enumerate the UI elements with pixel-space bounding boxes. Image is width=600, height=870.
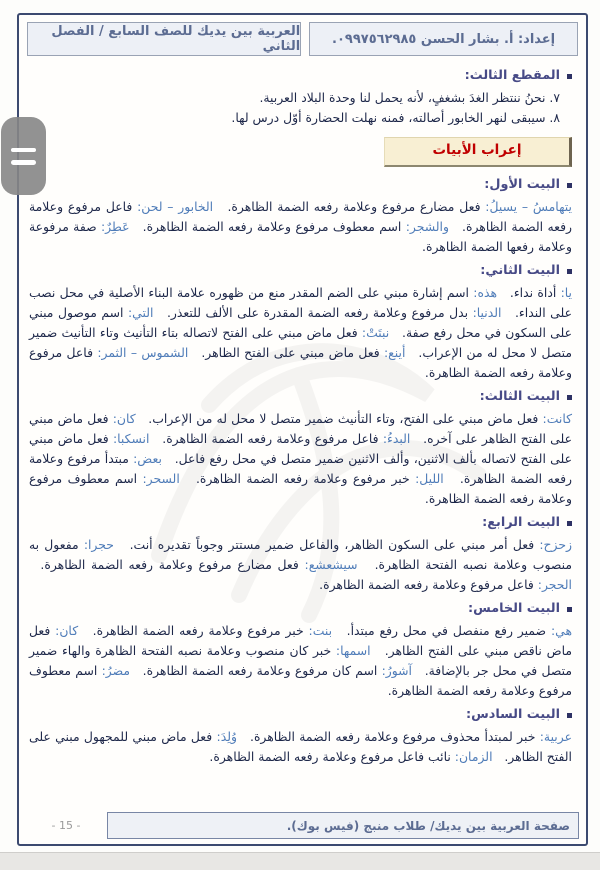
verse-lines [29,88,574,128]
viewer-background-strip [0,852,600,870]
grammar-explanation: فعل ماض مبني على الفتح، وتاء التأنيث ضمير متصل لا محل له من الإعراب. [148,410,543,426]
bayt-sections [29,175,574,767]
footer-credit: صفحة العربية بين يديك/ طلاب منبج (فيس بوك). [107,812,579,839]
bayt-title [29,261,572,282]
grammar-explanation: خبر لمبتدأ محذوف مرفوع وعلامة رفعه الضمة الظاهرة. [250,729,540,745]
grammar-explanation: مبتدأ مرفوع وعلامة رفعه الضمة الظاهرة. [29,451,572,487]
grammar-term: حجرا: [83,537,114,552]
grammar-term: الحجر: [537,577,572,593]
grammar-term: البدءُ: [382,430,411,446]
grammar-term: هي: [550,623,572,638]
bayt-title-text: البيت الخامس: [468,601,560,617]
section-label-text: المقطع الثالث: [464,68,560,83]
menu-handle[interactable] [1,117,46,195]
grammar-term: وُلِدَ: [216,729,237,745]
grammar-term: زحزح: [539,537,572,552]
bayt-analysis [29,621,572,701]
grammar-term: كانت: [542,410,572,426]
section-label [29,66,572,87]
bullet-square-icon [567,713,572,718]
bayt-title [29,599,572,620]
grammar-term: انسكبا: [112,430,150,446]
grammar-term: آشورُ: [381,663,412,679]
grammar-explanation: ضمير رفع منفصل في محل رفع مبتدأ. [346,623,551,638]
grammar-explanation: فعل ماض مبني على الفتح الظاهر على آخره. [29,410,573,446]
grammar-explanation: فاعل مرفوع وعلامة رفعه الضمة الظاهرة. [29,198,572,234]
grammar-explanation: فعل مضارع مرفوع وعلامة رفعه الضمة الظاهرة. [40,557,305,573]
document-page [17,13,588,846]
grammar-explanation: بدل مرفوع وعلامة رفعه الضمة المقدرة على الألف للتعذر. [166,304,473,320]
grammar-explanation: فعل مضارع مرفوع وعلامة رفعه الضمة الظاهرة. [227,198,486,214]
bayt-section [29,261,574,383]
grammar-term: عربية: [539,729,572,745]
bayt-title-text: البيت السادس: [465,707,560,723]
grammar-explanation: فاعل مرفوع وعلامة رفعه الضمة الظاهرة. [319,577,538,593]
bayt-analysis [29,727,572,767]
bullet-square-icon [567,269,572,274]
bayt-section [29,513,574,595]
hamburger-icon [11,148,36,153]
grammar-explanation: فعل ماض مبني للمجهول مبني على الفتح الظاهر. [29,729,572,765]
analysis-segment [143,663,412,678]
bullet-square-icon [567,521,572,526]
grammar-term: الخابور – لحن: [137,198,214,214]
bayt-analysis [29,283,572,383]
bayt-analysis [29,535,572,595]
bayt-title [29,175,572,196]
grammar-term: السحر: [142,471,180,487]
analysis-segment [510,285,572,300]
analysis-segment [347,623,572,638]
grammar-term: مضرُ: [101,663,130,679]
grammar-explanation: اسم كان مرفوع وعلامة رفعه الضمة الظاهرة. [142,663,382,679]
grammar-term: يتهامسُ – يسيلُ: [485,198,572,214]
grammar-term: التي: [128,304,154,320]
analysis-segment [196,471,444,486]
grammar-term: الزمان: [454,749,493,765]
grammar-explanation: صفة مرفوعة وعلامة رفعها الضمة الظاهرة. [29,218,572,254]
analysis-segment [148,411,572,426]
grammar-term: كان: [55,623,79,638]
irab-heading-text: إعراب الأبيات [432,142,522,159]
page-content [29,66,574,767]
bayt-title [29,387,572,408]
grammar-term: بنت: [308,623,333,638]
analysis-segment [319,577,572,592]
grammar-explanation: خبر مرفوع وعلامة رفعه الضمة الظاهرة. [92,623,309,638]
bayt-title [29,513,572,534]
course-title: العربية بين يديك للصف السابع / الفصل الثاني [27,22,301,56]
grammar-term: نبتَتْ: [361,324,390,340]
verse-line: ٨. سيبقى لنهر الخابور أصالته، فمنه نهلت الحضارة أوّل درس لها. [231,109,560,125]
grammar-term: كان: [112,410,136,426]
grammar-term: بعض: [133,451,162,466]
bayt-section [29,599,574,701]
bayt-title [29,705,572,726]
bullet-square-icon [567,183,572,188]
bullet-square-icon [567,74,572,79]
grammar-explanation: اسم معطوف مرفوع وعلامة رفعه الضمة الظاهرة. [29,471,572,507]
page-header [27,22,578,56]
bayt-title-text: البيت الثالث: [479,389,560,405]
bayt-title-text: البيت الرابع: [482,515,560,531]
grammar-term: أينع: [384,344,406,360]
bayt-section [29,705,574,767]
grammar-explanation: أداة نداء. [509,284,561,300]
grammar-explanation: مفعول به منصوب وعلامة نصبه الفتحة الظاهرة. [29,537,572,573]
grammar-term: والشجر: [405,218,449,234]
page-number: - 15 - [51,819,81,832]
grammar-explanation: اسم إشارة مبني على الضم المقدر منع من ظهوره علامة البناء الأصلية في محل نصب على النداء. [29,284,572,320]
hamburger-icon [11,160,36,165]
grammar-term: الليل: [415,471,444,487]
grammar-explanation: فعل ماض ناقص مبني على الفتح الظاهر. [29,623,572,659]
bayt-section [29,387,574,509]
grammar-explanation: نائب فاعل مرفوع وعلامة رفعه الضمة الظاهرة. [209,749,455,765]
grammar-explanation: خبر مرفوع وعلامة رفعه الضمة الظاهرة. [195,471,416,487]
analysis-segment [250,729,572,744]
bullet-square-icon [567,395,572,400]
grammar-term: اسمها: [335,643,371,659]
prepared-by: إعداد: أ. بشار الحسن ٠٩٩٧٥٦٢٩٨٥. [309,22,578,56]
grammar-explanation: فعل ماض مبني على الفتح الظاهر. [201,344,384,360]
bayt-title-text: البيت الثاني: [480,262,560,278]
bullet-square-icon [567,607,572,612]
analysis-segment [227,199,572,214]
analysis-segment [209,749,492,764]
grammar-explanation: فعل ماض مبني على الفتح لاتصاله بألف الاثنين، وألف الاثنين ضمير متصل في محل رفع فاعل. [29,430,572,466]
grammar-term: سيشعشع: [304,557,358,573]
grammar-term: يا: [560,284,572,300]
grammar-term: الشموس – الثمر: [97,344,189,360]
grammar-explanation: اسم موصول مبني على السكون في محل رفع صفة. [29,304,572,340]
grammar-explanation: اسم معطوف مرفوع وعلامة رفعه الضمة الظاهرة. [142,218,406,234]
grammar-term: عَطِرٌ: [100,218,130,234]
analysis-segment [162,431,410,446]
grammar-explanation: اسم معطوف مرفوع وعلامة رفعه الضمة الظاهرة. [29,663,572,699]
grammar-explanation: فعل ماض مبني على الفتح لاتصاله بتاء التأنيث وتاء التأنيث ضمير متصل لا محل له من الإعراب. [29,324,572,360]
bayt-section [29,175,574,257]
grammar-explanation: خبر كان منصوب وعلامة نصبه الفتحة الظاهرة والهاء ضمير متصل في محل جر بالإضافة. [29,643,572,679]
bayt-analysis [29,197,572,257]
page-footer [25,812,579,839]
verse-line: ٧. نحنُ ننتظر الغدَ بشغفٍ، لأنه يحمل لنا وحدة البلاد العربية. [259,89,560,105]
grammar-explanation: فاعل مرفوع وعلامة رفعه الضمة الظاهرة. [162,430,383,446]
bayt-analysis [29,409,572,509]
analysis-segment [201,345,405,360]
grammar-term: هذه: [473,284,498,300]
analysis-segment [130,537,572,552]
analysis-segment [167,305,501,320]
irab-heading [384,137,572,167]
grammar-term: الدنيا: [472,304,502,320]
grammar-explanation: فاعل مرفوع وعلامة رفعه الضمة الظاهرة. [29,344,572,380]
grammar-explanation: فعل أمر مبني على السكون الظاهر، والفاعل ضمير مستتر وجوباً تقديره أنت. [129,537,540,552]
bayt-title-text: البيت الأول: [484,176,560,192]
analysis-segment [93,623,332,638]
analysis-segment [143,219,449,234]
analysis-segment [40,557,357,572]
